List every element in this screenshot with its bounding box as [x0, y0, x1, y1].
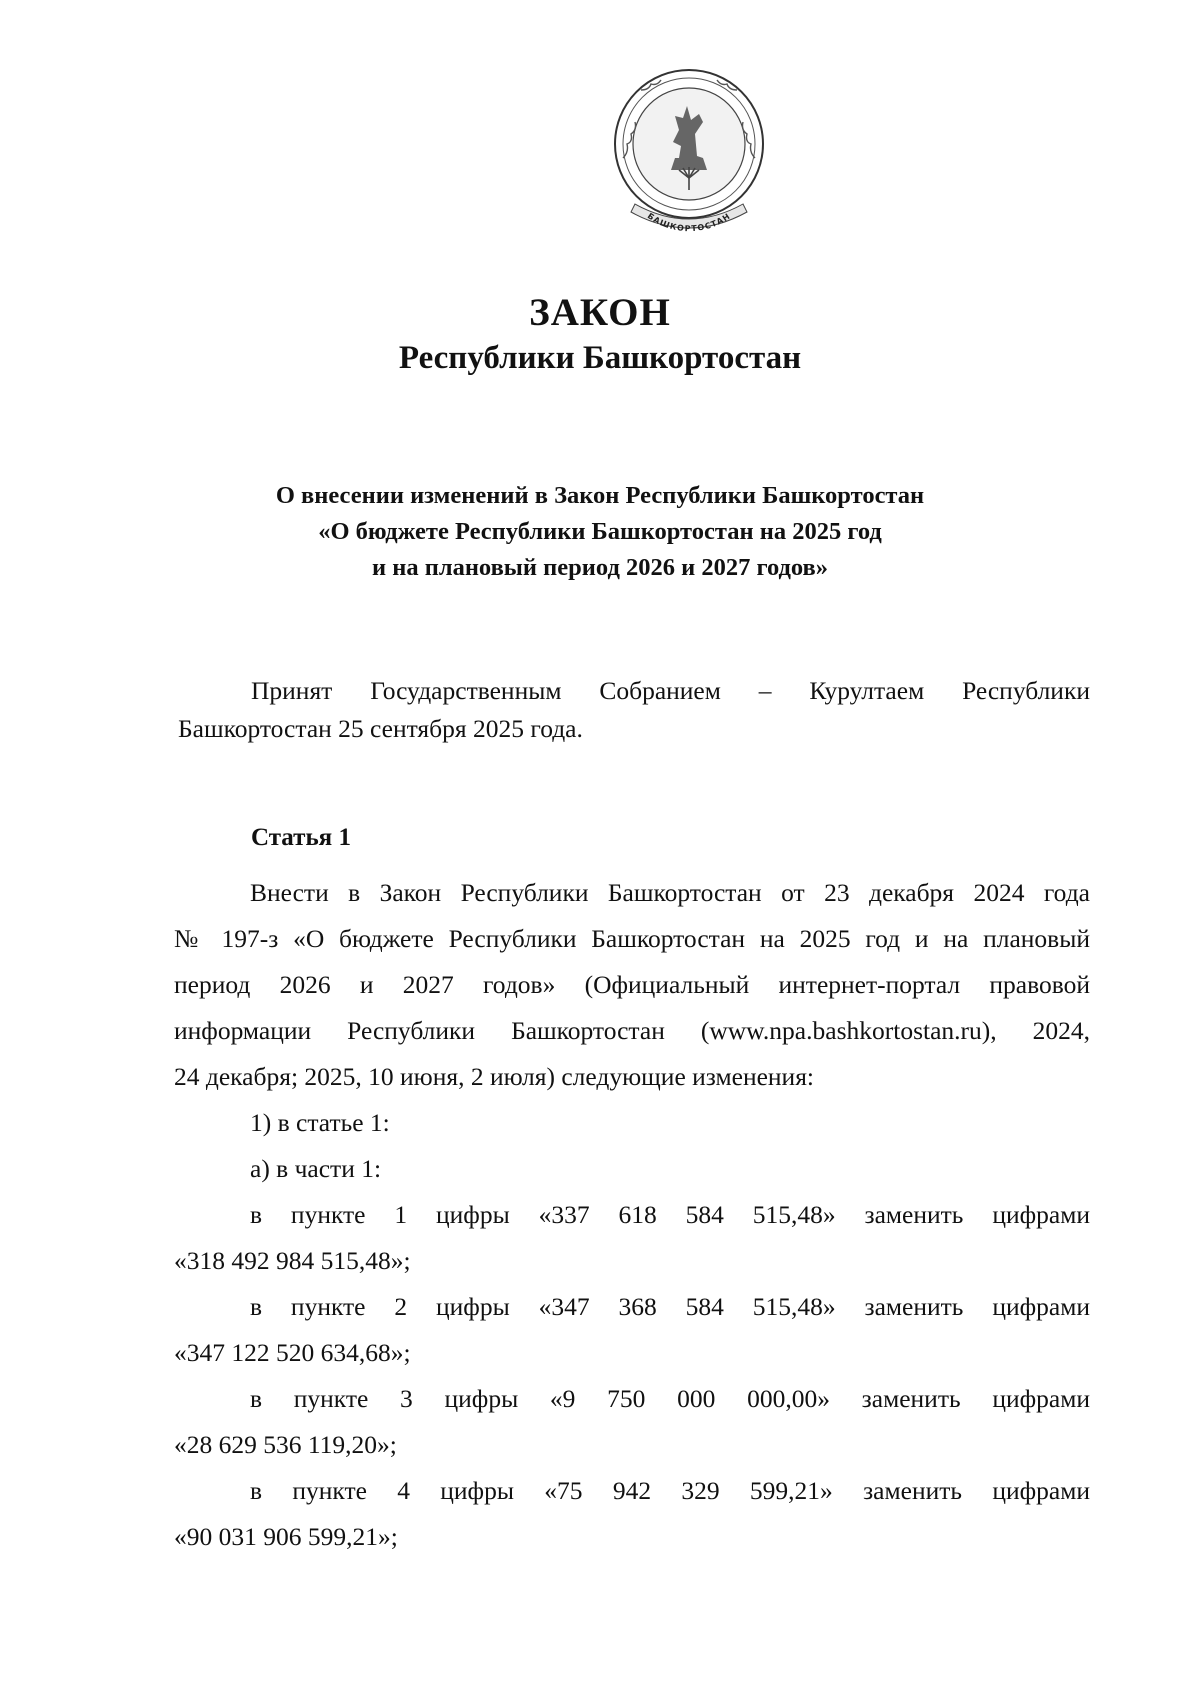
body-line: Внести в Закон Республики Башкортостан от 23 декабря 2024 года — [250, 878, 1090, 907]
adoption-line: Башкортостан 25 сентября 2025 года. — [178, 714, 583, 743]
list-item: а) в части 1: — [250, 1154, 382, 1183]
point-line: в пункте 4 цифры «75 942 329 599,21» заменить цифрами — [250, 1476, 1090, 1505]
body-line: информации Республики Башкортостан (www.npa.bashkortostan.ru), 2024, — [174, 1016, 1090, 1045]
coat-of-arms-emblem — [601, 58, 777, 234]
article-body — [174, 870, 1090, 1560]
point-line: «28 629 536 119,20»; — [174, 1430, 397, 1459]
list-item: 1) в статье 1: — [250, 1108, 390, 1137]
body-line: 24 декабря; 2025, 10 июня, 2 июля) следующие изменения: — [174, 1062, 815, 1091]
point-line: «347 122 520 634,68»; — [174, 1338, 411, 1367]
point-line: в пункте 1 цифры «337 618 584 515,48» заменить цифрами — [250, 1200, 1090, 1229]
point-line: в пункте 2 цифры «347 368 584 515,48» заменить цифрами — [250, 1292, 1090, 1321]
adoption-note — [178, 672, 1090, 748]
subject-line: О внесении изменений в Закон Республики Башкортостан — [275, 482, 925, 509]
page-title: ЗАКОН — [529, 291, 671, 334]
page-subtitle: Республики Башкортостан — [398, 340, 802, 376]
law-subject — [160, 478, 1040, 586]
point-line: «90 031 906 599,21»; — [174, 1522, 398, 1551]
body-line: период 2026 и 2027 годов» (Официальный интернет-портал правовой — [174, 970, 1090, 999]
article-heading: Статья 1 — [251, 824, 351, 851]
point-line: «318 492 984 515,48»; — [174, 1246, 411, 1275]
body-line: № 197-з «О бюджете Республики Башкортостан на 2025 год и на плановый — [174, 924, 1090, 953]
subject-line: «О бюджете Республики Башкортостан на 2025 год — [318, 518, 882, 545]
point-line: в пункте 3 цифры «9 750 000 000,00» заменить цифрами — [250, 1384, 1090, 1413]
adoption-line: Принят Государственным Собранием – Курултаем Республики — [251, 676, 1090, 705]
subject-line: и на плановый период 2026 и 2027 годов» — [371, 554, 829, 581]
emblem-ribbon-text: БАШКОРТОСТАН — [645, 211, 733, 234]
